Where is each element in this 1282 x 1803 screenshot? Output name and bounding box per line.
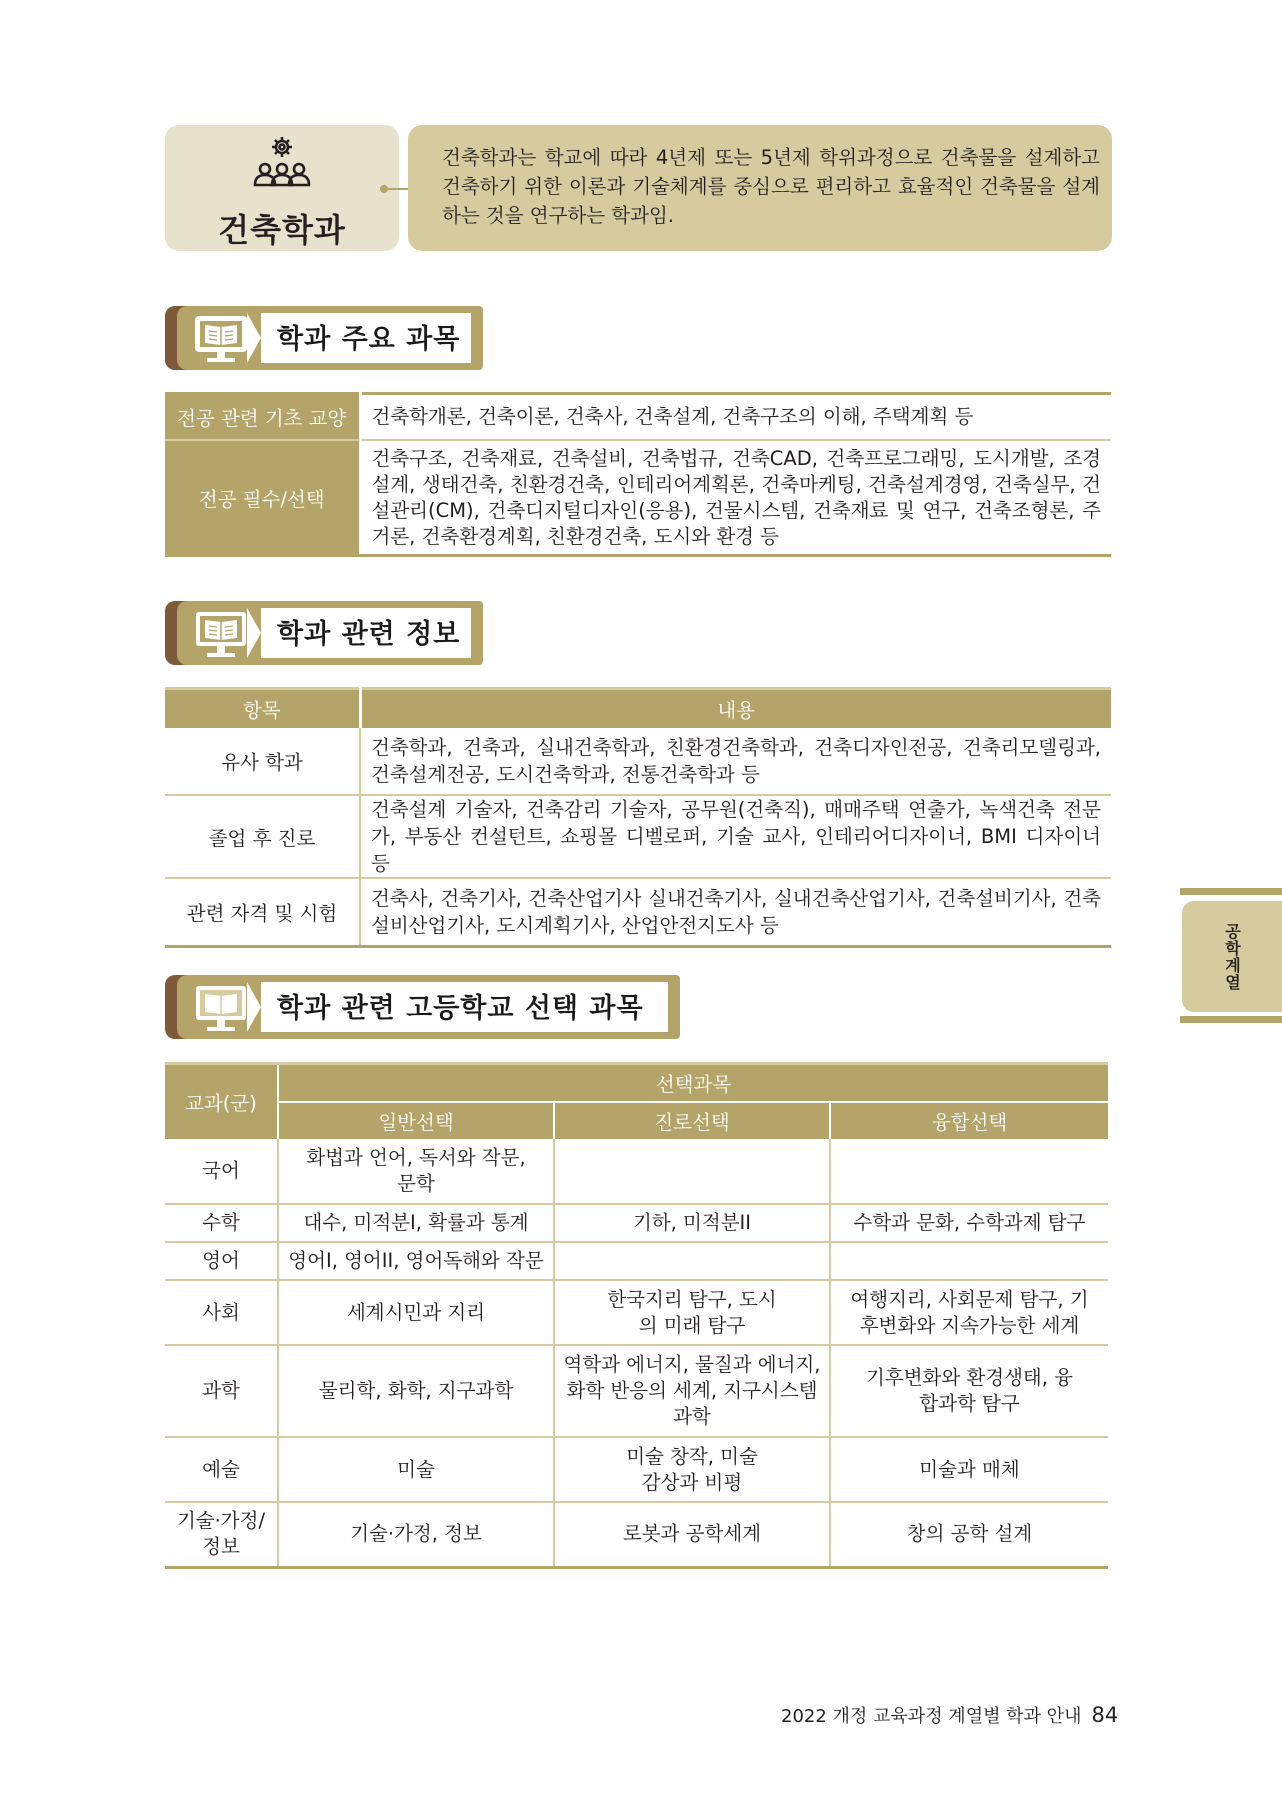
career-cell: 역학과 에너지, 물질과 에너지, 화학 반응의 세계, 지구시스템과학: [554, 1345, 830, 1437]
row-label: 유사 학과: [165, 728, 360, 795]
career-cell: 기하, 미적분II: [554, 1204, 830, 1242]
table-row: [165, 1502, 1108, 1567]
fusion-cell: 미술과 매체: [830, 1437, 1108, 1502]
fusion-cell: 기후변화와 환경생태, 융합과학 탐구: [830, 1345, 1108, 1437]
section-header-major-subjects: [165, 306, 483, 370]
general-cell: 대수, 미적분I, 확률과 통계: [278, 1204, 554, 1242]
gear-people-icon: [247, 133, 317, 203]
column-header: 진로선택: [554, 1102, 830, 1139]
general-cell: 물리학, 화학, 지구과학: [278, 1345, 554, 1437]
subject-cell: 수학: [165, 1204, 278, 1242]
row-label: 전공 관련 기초 교양: [165, 394, 360, 441]
section-header-related-info: [165, 601, 483, 665]
side-tab: [1182, 901, 1282, 1012]
book-monitor-icon: [193, 313, 251, 365]
footer-text: 2022 개정 교육과정 계열별 학과 안내: [781, 1706, 1082, 1727]
general-cell: 기술·가정, 정보: [278, 1502, 554, 1567]
subject-cell: 예술: [165, 1437, 278, 1502]
section-title: 학과 관련 정보: [277, 619, 461, 650]
subject-cell: 기술·가정/정보: [165, 1502, 278, 1567]
department-box: [165, 125, 399, 251]
table-row: [165, 1139, 1108, 1204]
column-header: 일반선택: [278, 1102, 554, 1139]
table-row: [165, 1280, 1108, 1345]
row-label: 전공 필수/선택: [165, 440, 360, 556]
subject-cell: 사회: [165, 1280, 278, 1345]
page-footer: [781, 1702, 1118, 1728]
column-group-header: 선택과목: [278, 1064, 1108, 1103]
table-row: [165, 728, 1111, 795]
table-header-row: [165, 689, 1111, 729]
side-tab-label: 공학계열: [1222, 922, 1242, 991]
table-row: [165, 440, 1111, 556]
department-description: 건축학과는 학교에 따라 4년제 또는 5년제 학위과정으로 건축물을 설계하고 건축하기 위한 이론과 기술체계를 중심으로 편리하고 효율적인 건축물을 설계하는 것을 연구하는 학과임.: [408, 125, 1112, 251]
page-number: 84: [1091, 1703, 1119, 1727]
related-info-table: [165, 687, 1111, 948]
general-cell: 세계시민과 지리: [278, 1280, 554, 1345]
row-content: 건축구조, 건축재료, 건축설비, 건축법규, 건축CAD, 건축프로그래밍, 도시개발, 조경설계, 생태건축, 친환경건축, 인테리어계획론, 건축마케팅, 건축설계경영, 건축실무, 건설관리(CM), 건축디지털디자인(응용), 건물시스템, 건축재료 및 연구, 건축조형론, 주거론, 건축환경계획, 친환경건축, 도시와 환경 등: [360, 440, 1111, 556]
career-cell: [554, 1139, 830, 1204]
row-content: 건축학개론, 건축이론, 건축사, 건축설계, 건축구조의 이해, 주택계획 등: [360, 394, 1111, 441]
row-label: 졸업 후 진로: [165, 795, 360, 878]
side-tab-line-bottom: [1180, 1016, 1282, 1023]
table-row: [165, 878, 1111, 947]
column-header: 내용: [360, 689, 1111, 729]
table-row: [165, 795, 1111, 878]
table-header-row: [165, 1064, 1108, 1103]
career-cell: 미술 창작, 미술 감상과 비평: [554, 1437, 830, 1502]
column-header: 교과(군): [165, 1064, 278, 1140]
subject-cell: 과학: [165, 1345, 278, 1437]
career-cell: 한국지리 탐구, 도시의 미래 탐구: [554, 1280, 830, 1345]
table-row: [165, 1437, 1108, 1502]
highschool-subjects-table: [165, 1062, 1108, 1569]
fusion-cell: [830, 1242, 1108, 1280]
row-label: 관련 자격 및 시험: [165, 878, 360, 947]
subject-cell: 영어: [165, 1242, 278, 1280]
subject-cell: 국어: [165, 1139, 278, 1204]
book-monitor-icon: [193, 982, 251, 1034]
general-cell: 미술: [278, 1437, 554, 1502]
fusion-cell: 여행지리, 사회문제 탐구, 기후변화와 지속가능한 세계: [830, 1280, 1108, 1345]
section-header-highschool-subjects: [165, 975, 680, 1039]
fusion-cell: 수학과 문화, 수학과제 탐구: [830, 1204, 1108, 1242]
department-title: 건축학과: [218, 211, 346, 249]
fusion-cell: [830, 1139, 1108, 1204]
table-row: [165, 1345, 1108, 1437]
side-tab-line-top: [1180, 888, 1282, 895]
row-content: 건축사, 건축기사, 건축산업기사 실내건축기사, 실내건축산업기사, 건축설비기사, 건축설비산업기사, 도시계획기사, 산업안전지도사 등: [360, 878, 1111, 947]
career-cell: 로봇과 공학세계: [554, 1502, 830, 1567]
table-subheader-row: [165, 1102, 1108, 1139]
column-header: 항목: [165, 689, 360, 729]
general-cell: 화법과 언어, 독서와 작문, 문학: [278, 1139, 554, 1204]
major-subjects-table: [165, 392, 1111, 557]
row-content: 건축학과, 건축과, 실내건축학과, 친환경건축학과, 건축디자인전공, 건축리모델링과, 건축설계전공, 도시건축학과, 전통건축학과 등: [360, 728, 1111, 795]
table-row: [165, 1204, 1108, 1242]
table-row: [165, 1242, 1108, 1280]
section-title: 학과 주요 과목: [277, 324, 461, 355]
column-header: 융합선택: [830, 1102, 1108, 1139]
row-content: 건축설계 기술자, 건축감리 기술자, 공무원(건축직), 매매주택 연출가, 녹색건축 전문가, 부동산 컨설턴트, 쇼핑몰 디벨로퍼, 기술 교사, 인테리어디자이너, BMI 디자이너 등: [360, 795, 1111, 878]
general-cell: 영어I, 영어II, 영어독해와 작문: [278, 1242, 554, 1280]
career-cell: [554, 1242, 830, 1280]
book-monitor-icon: [193, 608, 251, 660]
section-title: 학과 관련 고등학교 선택 과목: [277, 993, 644, 1024]
fusion-cell: 창의 공학 설계: [830, 1502, 1108, 1567]
table-row: [165, 394, 1111, 441]
